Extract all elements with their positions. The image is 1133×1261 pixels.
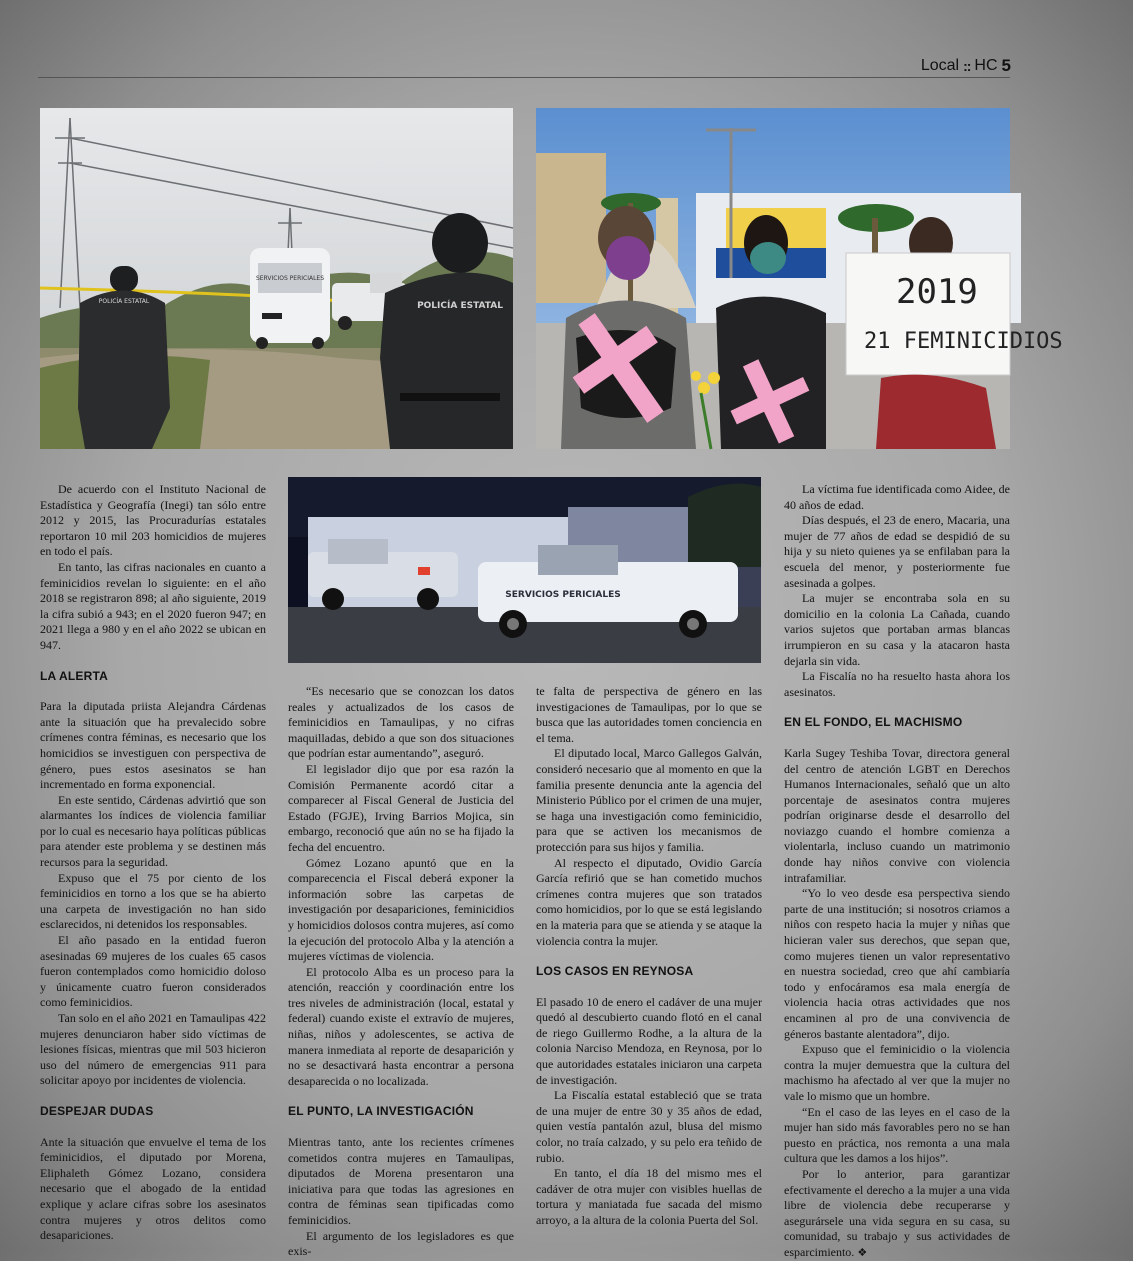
sign-line-2: 21 FEMINICIDIOS xyxy=(864,329,1063,354)
officer-right-label: POLICÍA ESTATAL xyxy=(417,301,503,311)
paragraph: Expuso que el feminicidio o la violencia contra la mujer demuestra que la cultura del machismo ha afectado al ver que la mujer no vale lo mismo que un hombre. xyxy=(784,1042,1010,1103)
protest-women-photo xyxy=(536,108,1063,449)
paragraph xyxy=(784,1167,1010,1261)
paragraph: El pasado 10 de enero el cadáver de una mujer quedó al descubierto cuando flotó en el canal de riego Guillermo Rodhe, a la altura de la colonia Narciso Mendoza, en Reynosa, por lo que autoridades estatales iniciaron una carpeta de investigación. xyxy=(536,994,762,1087)
article-column-4 xyxy=(784,482,1010,1261)
subheading-despejar-dudas: DESPEJAR DUDAS xyxy=(40,1103,154,1118)
paragraph: El argumento de los legisladores es que exis- xyxy=(288,1228,514,1259)
paragraph: Días después, el 23 de enero, Macaria, una mujer de 77 años de edad se despidió de su hija y su nieto quienes ya se enfilaban para la escuela del menor, y posteriormente fue asesinada a golpes. xyxy=(784,513,1010,590)
page-header xyxy=(921,54,1011,78)
paragraph: El diputado local, Marco Gallegos Galván, consideró necesario que al momento en que la familia presente denuncia ante la agencia del Ministerio Público por el crimen de una mujer, se haga una investigación como feminicidio, para que se activen los mecanismos de protección para sus hijos y familia. xyxy=(536,746,762,854)
paragraph: Karla Sugey Teshiba Tovar, directora general del centro de atención LGBT en Derechos Humanos Internacionales, señaló que un alto porcentaje de asesinatos contra mujeres podrían originarse desde el desarrollo del noviazgo cuando el hombre comienza a violentarla, incluso cuando un matrimonio donde hay niños convive con violencia intrafamiliar. xyxy=(784,745,1010,885)
header-rule xyxy=(38,77,1010,78)
van-label: SERVICIOS PERICIALES xyxy=(255,275,325,282)
subheading-el-punto: EL PUNTO, LA INVESTIGACIÓN xyxy=(288,1104,474,1119)
paragraph: Ante la situación que envuelve el tema de los feminicidios, el diputado por Morena, Eliphaleth Gómez Lozano, considera necesario que el abogado de la entidad explique y aclare cifras sobre los asesinatos contra mujeres y otros delitos como desapariciones. xyxy=(40,1134,266,1243)
paragraph-text: Por lo anterior, para garantizar efectivamente el derecho a la mujer a una vida libre de violencia debe recuperarse y asegurársele una vida segura en su casa, su comunidad, su trabajo y sus actividades de esparcimiento. xyxy=(784,1166,1010,1259)
header-separator: :: xyxy=(963,58,971,74)
paragraph: “Yo lo veo desde esa perspectiva siendo parte de una institución; si nosotros criamos a niños con respeto hacia la mujer y niñas que hicieran valer sus derechos, que sepan que, como mujeres tienen un valor representativo en nuestra sociedad, creo que ahí cambiaría todo y enfocáramos esa mala energía de violencia hacia otras actividades que nos encaminen al pro de una convivencia de géneros bastante alentadora”, dijo. xyxy=(784,886,1010,1041)
paragraph: Para la diputada priista Alejandra Cárdenas ante la situación que ha prevalecido sobre crímenes contra féminas, es necesario que los homicidios se investiguen con perspectiva de género, pues estos asesinatos se han incrementado en forma exponencial. xyxy=(40,699,266,792)
officer-left-label: POLICÍA ESTATAL xyxy=(98,298,150,305)
article-column-1 xyxy=(40,482,266,1244)
brand-name: HC xyxy=(974,57,998,74)
paragraph: Mientras tanto, ante los recientes crímenes cometidos contra mujeres en Tamaulipas, diputados de Morena presentaron una iniciativa para que todas las agresiones en contra de féminas sean tipificadas como feminicidios. xyxy=(288,1135,514,1227)
paragraph: Al respecto el diputado, Ovidio García García refirió que se han cometido muchos crímenes contra mujeres que son tratados como homicidios, por lo que se está legislando en la materia para que se atienda y se ataque la violencia contra la mujer. xyxy=(536,855,762,948)
section-name: Local xyxy=(920,57,960,74)
article-column-2 xyxy=(288,684,514,1260)
paragraph: El protocolo Alba es un proceso para la atención, reacción y coordinación entre los tres niveles de administración (local, estatal y federal) cuando existe el extravío de mujeres, niñas, niños y adolescentes, se activa de manera inmediata al reporte de desaparición y no se desactivará hasta encontrar a persona desaparecida o no localizada. xyxy=(288,964,514,1088)
night-forensic-vehicles-photo xyxy=(288,477,761,663)
sign-line-1: 2019 xyxy=(896,272,978,312)
paragraph: Tan solo en el año 2021 en Tamaulipas 422 mujeres denunciaron haber sido víctimas de lesiones físicas, mientras que mil 503 hicieron uso del número de emergencias 911 para solicitar apoyo por incidentes de violencia. xyxy=(40,1011,266,1088)
paragraph: La Fiscalía estatal estableció que se trata de una mujer de entre 30 y 35 años de edad, quien vestía pantalón azul, blusa del mismo color, no traía calzado, y su pelo era teñido de rubio. xyxy=(536,1088,762,1165)
paragraph: Gómez Lozano apuntó que en la comparecencia el Fiscal deberá exponer la información sobre las carpetas de investigación por desapariciones, feminicidios y homicidios dolosos contra mujeres, así como la ejecución del protocolo Alba y la atención a mujeres víctimas de violencia. xyxy=(288,855,514,964)
paragraph: La Fiscalía no ha resuelto hasta ahora los asesinatos. xyxy=(784,669,1010,699)
subheading-machismo: EN EL FONDO, EL MACHISMO xyxy=(784,715,963,730)
paragraph: En tanto, el día 18 del mismo mes el cadáver de otra mujer con visibles huellas de tortura y maniatada fue sacada del mismo arroyo, a la altura de la colonia Puerta del Sol. xyxy=(536,1166,762,1227)
paragraph: El año pasado en la entidad fueron asesinadas 69 mujeres de los cuales 65 casos fueron contemplados como homicidio doloso y únicamente cuatro fueron considerados como feminicidios. xyxy=(40,933,266,1010)
paragraph: “Es necesario que se conozcan los datos reales y actualizados de los casos de feminicidios en Tamaulipas, y no cifras maquilladas, debido a que son dos situaciones que podrían estar aumentando”, aseguró. xyxy=(288,684,514,761)
paragraph: te falta de perspectiva de género en las investigaciones de Tamaulipas, por lo que se busca que las autoridades tomen conciencia en el tema. xyxy=(536,684,762,745)
paragraph: En tanto, las cifras nacionales en cuanto a feminicidios revelan lo siguiente: en el año 2018 se registraron 898; al año siguiente, 2019 la cifra subió a 943; en el 2020 fueron 947; en 2021 llega a 980 y en el año 2022 se ubican en 947. xyxy=(40,559,266,652)
paragraph: En este sentido, Cárdenas advirtió que son alarmantes los índices de violencia familiar por lo cual es necesario haya políticas públicas para atender este problema y se destinen más recursos para la seguridad. xyxy=(40,792,266,870)
crime-scene-police-photo xyxy=(40,108,513,449)
paragraph: De acuerdo con el Instituto Nacional de Estadística y Geografía (Inegi) tan sólo entre 2012 y 2015, las Procuradurías estatales reportaron 10 mil 203 homicidios de mujeres en todo el país. xyxy=(40,482,266,559)
paragraph: “En el caso de las leyes en el caso de la mujer han sido más favorables pero no se han puesto en práctica, nos remonta a una mala cultura que les damos a los hijos”. xyxy=(784,1104,1010,1166)
article-column-3 xyxy=(536,684,762,1229)
paragraph: El legislador dijo que por esa razón la Comisión Permanente acordó citar a comparecer al Fiscal General de Justicia del Estado (FGJE), Irving Barrios Mojica, sin embargo, reconoció que aún no se ha fijado la fecha del encuentro. xyxy=(288,761,514,854)
paragraph: Expuso que el 75 por ciento de los feminicidios en torno a los que se ha abierto una carpeta de investigación no han sido esclarecidos, ni detenidos los responsables. xyxy=(40,870,266,932)
subheading-la-alerta: LA ALERTA xyxy=(40,668,109,683)
truck-label: SERVICIOS PERICIALES xyxy=(505,590,621,600)
paragraph: La víctima fue identificada como Aidee, de 40 años de edad. xyxy=(784,482,1010,512)
page-number: 5 xyxy=(1001,56,1011,75)
subheading-los-casos: LOS CASOS EN REYNOSA xyxy=(536,964,694,979)
paragraph: La mujer se encontraba sola en su domicilio en la colonia La Cañada, cuando varios sujetos que portaban armas blancas irrumpieron en su casa y la atacaron hasta dejarla sin vida. xyxy=(784,591,1010,668)
end-mark-icon: ❖ xyxy=(857,1245,868,1259)
